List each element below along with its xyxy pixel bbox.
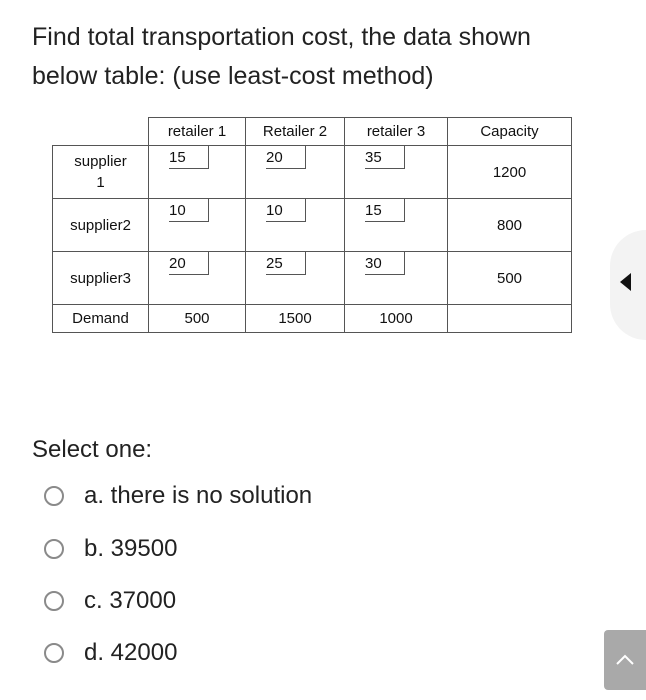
row-label-supplier-3: supplier3 <box>53 252 149 305</box>
side-drawer-tab[interactable] <box>610 230 646 340</box>
demand-cell: 1000 <box>345 305 448 333</box>
cost-value: 25 <box>266 255 283 272</box>
demand-cell: 500 <box>149 305 246 333</box>
chevron-left-icon <box>620 273 631 291</box>
header-capacity: Capacity <box>448 118 572 146</box>
capacity-cell: 1200 <box>448 146 572 199</box>
cost-cell <box>246 199 345 252</box>
option-c[interactable] <box>44 584 176 618</box>
row-label-demand: Demand <box>53 305 149 333</box>
cost-box <box>266 199 306 222</box>
table-row-demand <box>53 305 572 333</box>
row-label-supplier-1 <box>53 146 149 199</box>
cost-box <box>365 146 405 169</box>
cost-value: 15 <box>365 202 382 219</box>
header-retailer-2: Retailer 2 <box>246 118 345 146</box>
cost-value: 20 <box>266 149 283 166</box>
cost-value: 10 <box>266 202 283 219</box>
capacity-cell: 800 <box>448 199 572 252</box>
option-a[interactable] <box>44 479 312 513</box>
cost-box <box>365 252 405 275</box>
option-d[interactable] <box>44 636 177 670</box>
option-b[interactable] <box>44 532 177 566</box>
question-line-1: Find total transportation cost, the data shown <box>32 23 531 51</box>
scroll-to-top-button[interactable] <box>604 630 646 690</box>
question-text <box>32 18 602 96</box>
radio-option-b[interactable] <box>44 539 64 559</box>
option-d-label: d. 42000 <box>84 639 178 666</box>
cost-cell <box>149 146 246 199</box>
capacity-cell: 500 <box>448 252 572 305</box>
cost-box <box>365 199 405 222</box>
cost-box <box>266 252 306 275</box>
question-line-2: below table: (use least-cost method) <box>32 62 434 90</box>
table-row-supplier-3 <box>53 252 572 305</box>
radio-option-a[interactable] <box>44 486 64 506</box>
cost-value: 10 <box>169 202 186 219</box>
header-retailer-1: retailer 1 <box>149 118 246 146</box>
table-corner <box>53 118 149 146</box>
cost-box <box>169 252 209 275</box>
cost-box <box>169 199 209 222</box>
cost-cell <box>345 199 448 252</box>
chevron-up-icon <box>615 652 635 666</box>
cost-cell <box>149 252 246 305</box>
demand-cell: 1500 <box>246 305 345 333</box>
row-label-line-2: 1 <box>96 174 105 191</box>
cost-value: 30 <box>365 255 382 272</box>
cost-value: 15 <box>169 149 186 166</box>
demand-capacity-blank <box>448 305 572 333</box>
cost-box <box>169 146 209 169</box>
select-one-label: Select one: <box>32 436 153 463</box>
radio-option-d[interactable] <box>44 643 64 663</box>
cost-cell <box>246 146 345 199</box>
row-label-supplier-2: supplier2 <box>53 199 149 252</box>
radio-option-c[interactable] <box>44 591 64 611</box>
cost-cell <box>345 252 448 305</box>
table-row-supplier-1 <box>53 146 572 199</box>
option-c-label: c. 37000 <box>84 587 177 614</box>
option-b-label: b. 39500 <box>84 535 178 562</box>
row-label-line-1: supplier <box>74 153 127 170</box>
transportation-table <box>52 117 572 333</box>
cost-box <box>266 146 306 169</box>
cost-cell <box>149 199 246 252</box>
option-a-label: a. there is no solution <box>84 482 313 509</box>
cost-cell <box>246 252 345 305</box>
cost-cell <box>345 146 448 199</box>
cost-value: 35 <box>365 149 382 166</box>
cost-value: 20 <box>169 255 186 272</box>
table-row-supplier-2 <box>53 199 572 252</box>
header-retailer-3: retailer 3 <box>345 118 448 146</box>
